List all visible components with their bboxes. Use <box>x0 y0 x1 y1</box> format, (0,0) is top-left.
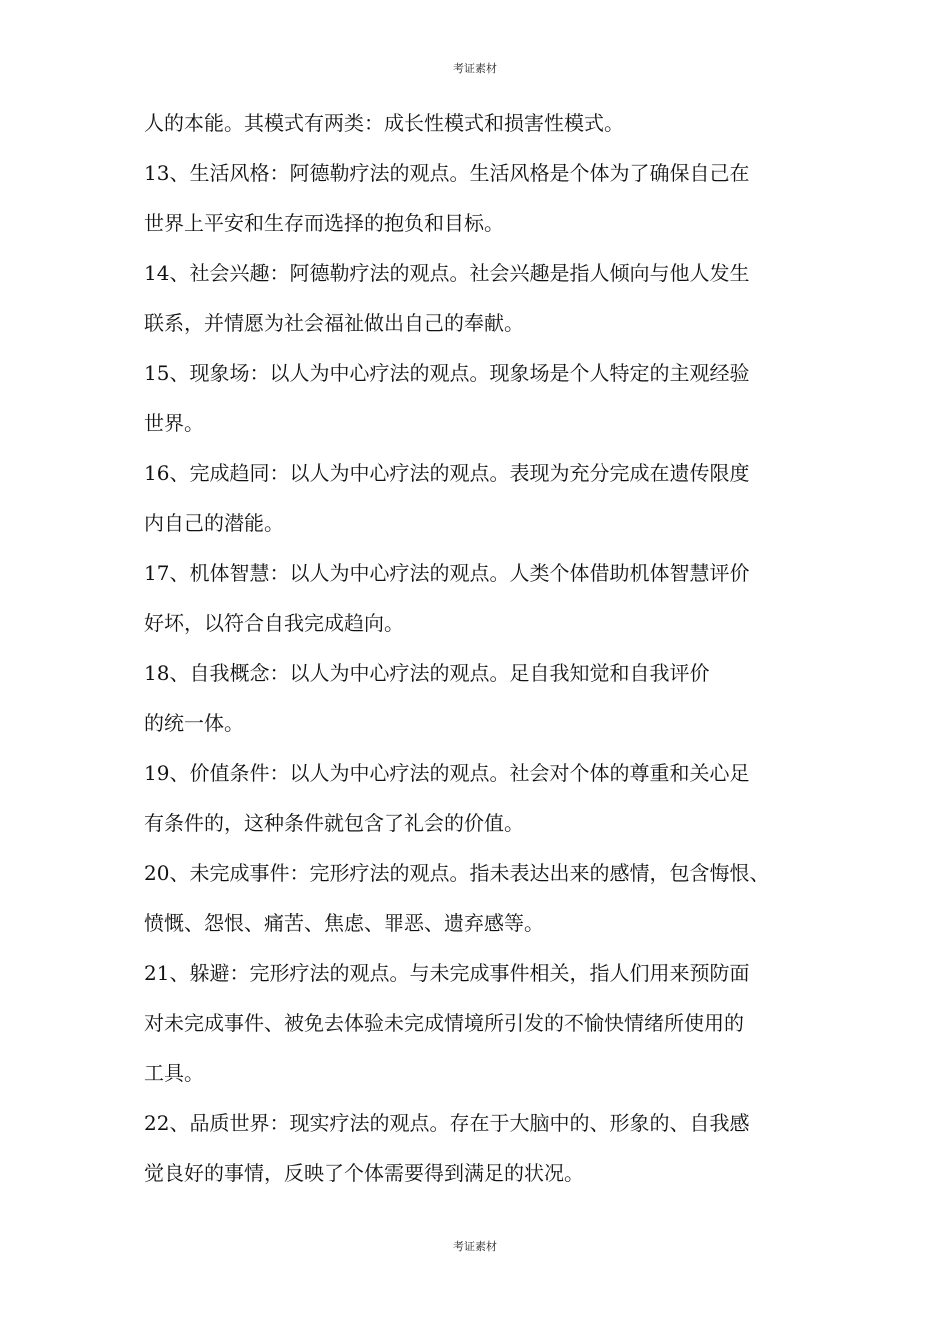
text-line: 联系，并情愿为社会福祉做出自己的奉献。 <box>144 311 524 335</box>
text-line: 对未完成事件、被免去体验未完成情境所引发的不愉快情绪所使用的 <box>144 1011 744 1035</box>
text-line: 14、社会兴趣：阿德勒疗法的观点。社会兴趣是指人倾向与他人发生 <box>144 261 750 285</box>
text-line: 18、自我概念：以人为中心疗法的观点。足自我知觉和自我评价 <box>144 661 710 685</box>
text-line: 15、现象场：以人为中心疗法的观点。现象场是个人特定的主观经验 <box>144 361 750 385</box>
text-line: 的统一体。 <box>144 711 244 735</box>
text-line: 19、价值条件：以人为中心疗法的观点。社会对个体的尊重和关心足 <box>144 761 750 785</box>
text-line: 20、未完成事件：完形疗法的观点。指未表达出来的感情，包含悔恨、 <box>144 861 770 885</box>
text-line: 觉良好的事情，反映了个体需要得到满足的状况。 <box>144 1161 584 1185</box>
text-line: 人的本能。其模式有两类：成长性模式和损害性模式。 <box>144 111 624 135</box>
text-line: 愤慨、怨恨、痛苦、焦虑、罪恶、遗弃感等。 <box>144 911 544 935</box>
text-line: 内自己的潜能。 <box>144 511 284 535</box>
text-line: 16、完成趋同：以人为中心疗法的观点。表现为充分完成在遗传限度 <box>144 461 750 485</box>
document-body <box>144 98 820 1198</box>
text-line: 13、生活风格：阿德勒疗法的观点。生活风格是个体为了确保自己在 <box>144 161 750 185</box>
page-footer: 考证素材 <box>453 1240 497 1253</box>
text-line: 好坏，以符合自我完成趋向。 <box>144 611 404 635</box>
text-line: 21、躲避：完形疗法的观点。与未完成事件相关，指人们用来预防面 <box>144 961 750 985</box>
text-line: 世界。 <box>144 411 204 435</box>
text-line: 有条件的，这种条件就包含了礼会的价值。 <box>144 811 524 835</box>
text-line: 工具。 <box>144 1061 204 1085</box>
text-line: 世界上平安和生存而选择的抱负和目标。 <box>144 211 504 235</box>
text-line: 22、品质世界：现实疗法的观点。存在于大脑中的、形象的、自我感 <box>144 1111 750 1135</box>
page-header: 考证素材 <box>453 62 497 75</box>
text-line: 17、机体智慧：以人为中心疗法的观点。人类个体借助机体智慧评价 <box>144 561 750 585</box>
